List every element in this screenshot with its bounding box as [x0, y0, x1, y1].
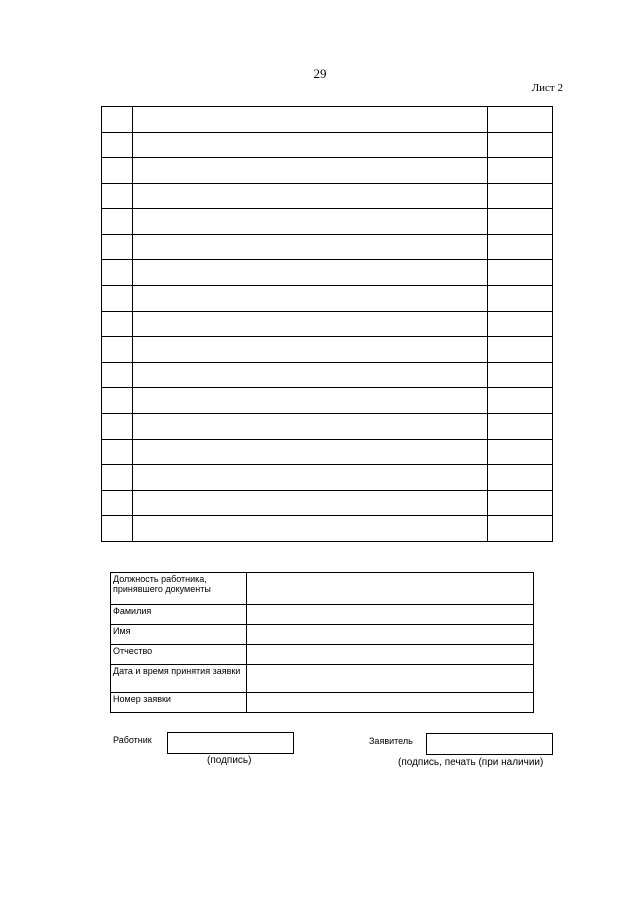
- worker-signature-box[interactable]: [167, 732, 294, 754]
- info-row-patronymic: [111, 645, 534, 665]
- grid-row: [102, 311, 553, 337]
- grid-cell[interactable]: [102, 234, 133, 260]
- grid-cell[interactable]: [133, 337, 488, 363]
- grid-cell[interactable]: [488, 465, 553, 491]
- applicant-label: Заявитель: [369, 736, 413, 746]
- info-label: Отчество: [111, 645, 247, 665]
- grid-row: [102, 413, 553, 439]
- grid-row: [102, 286, 553, 312]
- info-value[interactable]: [247, 573, 534, 605]
- worker-signature-caption: (подпись): [207, 755, 252, 766]
- grid-cell[interactable]: [488, 311, 553, 337]
- grid-cell[interactable]: [488, 516, 553, 542]
- info-value[interactable]: [247, 645, 534, 665]
- grid-cell[interactable]: [102, 465, 133, 491]
- grid-cell[interactable]: [133, 132, 488, 158]
- grid-cell[interactable]: [133, 516, 488, 542]
- grid-cell[interactable]: [102, 490, 133, 516]
- grid-cell[interactable]: [488, 439, 553, 465]
- grid-row: [102, 516, 553, 542]
- grid-cell[interactable]: [133, 413, 488, 439]
- grid-cell[interactable]: [488, 362, 553, 388]
- grid-row: [102, 465, 553, 491]
- grid-cell[interactable]: [102, 337, 133, 363]
- grid-cell[interactable]: [133, 260, 488, 286]
- info-value[interactable]: [247, 625, 534, 645]
- grid-cell[interactable]: [488, 183, 553, 209]
- grid-cell[interactable]: [102, 260, 133, 286]
- grid-cell[interactable]: [133, 439, 488, 465]
- grid-cell[interactable]: [102, 209, 133, 235]
- grid-cell[interactable]: [488, 234, 553, 260]
- grid-cell[interactable]: [102, 158, 133, 184]
- applicant-signature-caption: (подпись, печать (при наличии): [398, 757, 544, 768]
- info-value[interactable]: [247, 605, 534, 625]
- info-label: Дата и время принятия заявки: [111, 665, 247, 693]
- info-row-first-name: [111, 625, 534, 645]
- info-table: [110, 572, 534, 713]
- grid-row: [102, 260, 553, 286]
- grid-cell[interactable]: [102, 311, 133, 337]
- grid-cell[interactable]: [102, 286, 133, 312]
- grid-row: [102, 337, 553, 363]
- info-value[interactable]: [247, 693, 534, 713]
- grid-cell[interactable]: [488, 209, 553, 235]
- grid-cell[interactable]: [133, 107, 488, 133]
- grid-cell[interactable]: [102, 439, 133, 465]
- grid-cell[interactable]: [488, 286, 553, 312]
- grid-cell[interactable]: [102, 183, 133, 209]
- grid-row: [102, 362, 553, 388]
- info-label: Номер заявки: [111, 693, 247, 713]
- info-row-surname: [111, 605, 534, 625]
- page-number: 29: [313, 66, 327, 81]
- grid-cell[interactable]: [102, 413, 133, 439]
- grid-row: [102, 183, 553, 209]
- grid-cell[interactable]: [102, 132, 133, 158]
- sheet-label: Лист 2: [531, 82, 563, 94]
- main-table: [101, 106, 553, 542]
- grid-cell[interactable]: [488, 107, 553, 133]
- grid-cell[interactable]: [133, 286, 488, 312]
- info-label: Имя: [111, 625, 247, 645]
- info-row-position: [111, 573, 534, 605]
- grid-cell[interactable]: [102, 107, 133, 133]
- grid-cell[interactable]: [133, 362, 488, 388]
- info-value[interactable]: [247, 665, 534, 693]
- worker-label: Работник: [113, 735, 152, 745]
- grid-cell[interactable]: [133, 183, 488, 209]
- grid-row: [102, 107, 553, 133]
- info-row-number: [111, 693, 534, 713]
- grid-cell[interactable]: [133, 209, 488, 235]
- grid-cell[interactable]: [488, 132, 553, 158]
- grid-row: [102, 158, 553, 184]
- info-label: Должность работника, принявшего документы: [111, 573, 247, 605]
- grid-cell[interactable]: [488, 388, 553, 414]
- grid-cell[interactable]: [488, 158, 553, 184]
- grid-row: [102, 490, 553, 516]
- info-row-datetime: [111, 665, 534, 693]
- info-label: Фамилия: [111, 605, 247, 625]
- grid-cell[interactable]: [102, 362, 133, 388]
- grid-cell[interactable]: [102, 516, 133, 542]
- grid-row: [102, 439, 553, 465]
- grid-cell[interactable]: [488, 413, 553, 439]
- grid-cell[interactable]: [488, 260, 553, 286]
- grid-cell[interactable]: [133, 158, 488, 184]
- grid-cell[interactable]: [102, 388, 133, 414]
- applicant-signature-box[interactable]: [426, 733, 553, 755]
- grid-cell[interactable]: [133, 490, 488, 516]
- grid-row: [102, 132, 553, 158]
- grid-cell[interactable]: [488, 490, 553, 516]
- grid-cell[interactable]: [133, 388, 488, 414]
- grid-row: [102, 234, 553, 260]
- grid-cell[interactable]: [133, 311, 488, 337]
- grid-cell[interactable]: [488, 337, 553, 363]
- grid-cell[interactable]: [133, 234, 488, 260]
- grid-cell[interactable]: [133, 465, 488, 491]
- grid-row: [102, 209, 553, 235]
- grid-row: [102, 388, 553, 414]
